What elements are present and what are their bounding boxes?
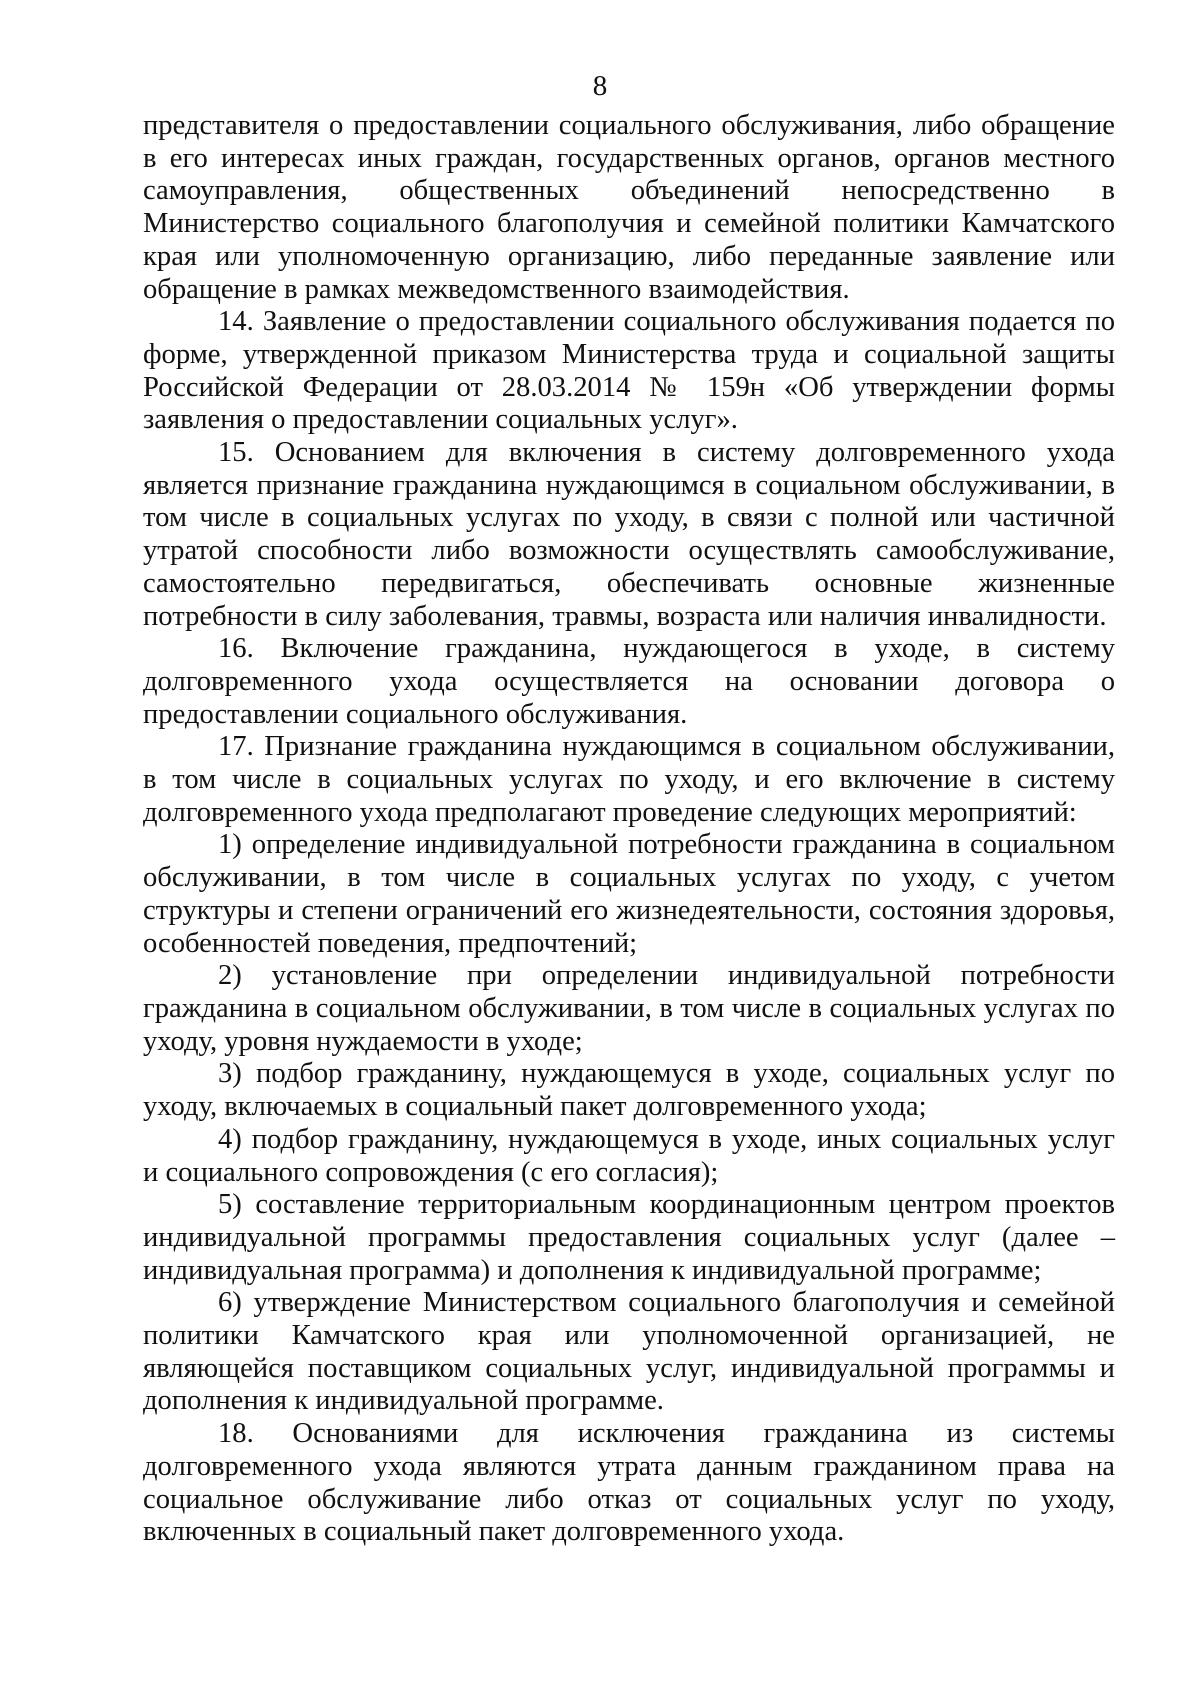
document-body (143, 110, 1115, 1549)
paragraph-18: 18. Основаниями для исключения гражданина из системы долговременного ухода являются утрата данным гражданином права на социальное обслуживание либо отказ от социальных услуг по уходу, включенных в социальный пакет долговременного ухода. (143, 1418, 1115, 1548)
list-item-17-2: 2) установление при определении индивидуальной потребности гражданина в социальном обслуживании, в том числе в социальных услугах по уходу, уровня нуждаемости в уходе; (143, 960, 1115, 1057)
page-number: 8 (592, 70, 608, 102)
list-item-17-5: 5) составление территориальным координационным центром проектов индивидуальной программы предоставления социальных услуг (далее – индивидуальная программа) и дополнения к индивидуальной программе; (143, 1189, 1115, 1286)
paragraph-17: 17. Признание гражданина нуждающимся в социальном обслуживании, в том числе в социальных услугах по уходу, и его включение в систему долговременного ухода предполагают проведение следующих мероприятий: (143, 731, 1115, 828)
paragraph-15: 15. Основанием для включения в систему долговременного ухода является признание гражданина нуждающимся в социальном обслуживании, в том числе в социальных услугах по уходу, в связи с полной или частичной утратой способности либо возможности осуществлять самообслуживание, самостоятельно передвигаться, обеспечивать основные жизненные потребности в силу заболевания, травмы, возраста или наличия инвалидности. (143, 437, 1115, 632)
list-item-17-3: 3) подбор гражданину, нуждающемуся в уходе, социальных услуг по уходу, включаемых в социальный пакет долговременного ухода; (143, 1058, 1115, 1123)
paragraph-14: 14. Заявление о предоставлении социального обслуживания подается по форме, утвержденной приказом Министерства труда и социальной защиты Российской Федерации от 28.03.2014 № 159н «Об утверждении формы заявления о предоставлении социальных услуг». (143, 306, 1115, 436)
list-item-17-4: 4) подбор гражданину, нуждающемуся в уходе, иных социальных услуг и социального сопровождения (с его согласия); (143, 1123, 1115, 1188)
list-item-17-1: 1) определение индивидуальной потребности гражданина в социальном обслуживании, в том числе в социальных услугах по уходу, с учетом структуры и степени ограничений его жизнедеятельности, состояния здоровья, особенностей поведения, предпочтений; (143, 829, 1115, 959)
paragraph-16: 16. Включение гражданина, нуждающегося в уходе, в систему долговременного ухода осуществляется на основании договора о предоставлении социального обслуживания. (143, 633, 1115, 730)
paragraph-continuation: представителя о предоставлении социального обслуживания, либо обращение в его интересах иных граждан, государственных органов, органов местного самоуправления, общественных объединений непосредственно в Министерство социального благополучия и семейной политики Камчатского края или уполномоченную организацию, либо переданные заявление или обращение в рамках межведомственного взаимодействия. (143, 110, 1115, 305)
list-item-17-6: 6) утверждение Министерством социального благополучия и семейной политики Камчатского края или уполномоченной организацией, не являющейся поставщиком социальных услуг, индивидуальной программы и дополнения к индивидуальной программе. (143, 1287, 1115, 1417)
